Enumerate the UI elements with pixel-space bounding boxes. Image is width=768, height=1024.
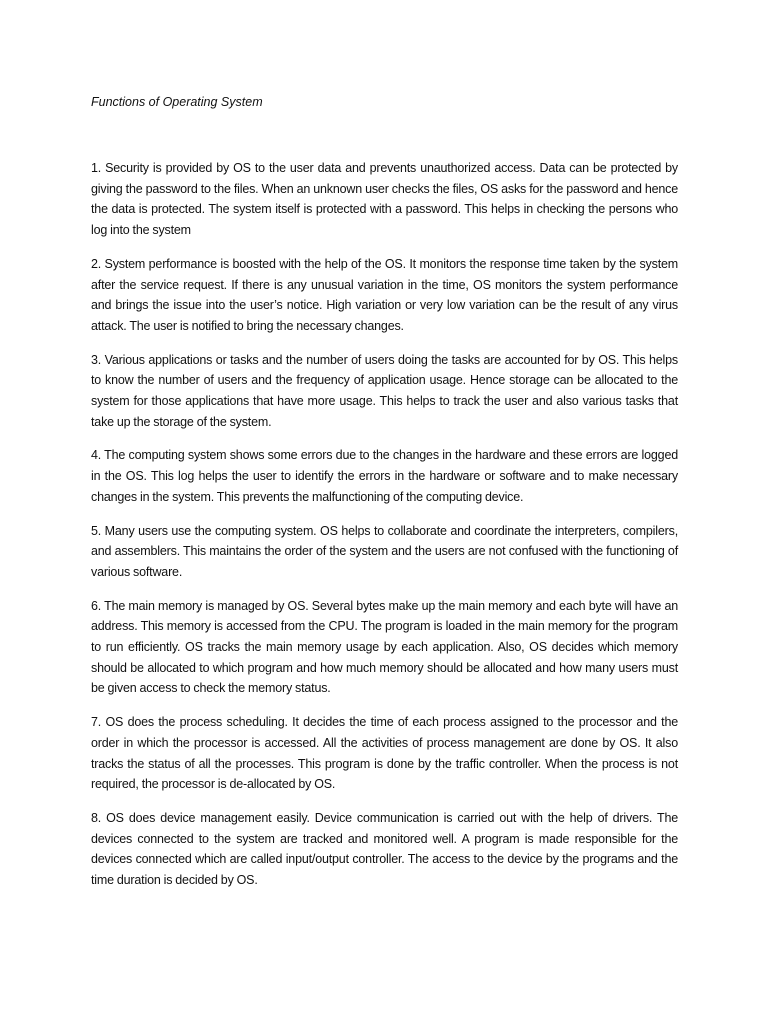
paragraph-8: 8. OS does device management easily. Device communication is carried out with the help of drivers. The devices connected to the system are tracked and monitored well. A program is made responsible for the devices connected which are called input/output controller. The access to the device by the programs and the time duration is decided by OS. bbox=[91, 810, 678, 888]
paragraph-2: 2. System performance is boosted with the help of the OS. It monitors the response time taken by the system after the service request. If there is any unusual variation in the time, OS monitors the system performance and brings the issue into the user’s notice. High variation or very low variation can be the result of any virus attack. The user is notified to bring the necessary changes. bbox=[91, 256, 678, 333]
paragraph-7: 7. OS does the process scheduling. It decides the time of each process assigned to the processor and the order in which the processor is accessed. All the activities of process management are done by OS. It also tracks the status of all the processes. This program is done by the traffic controller. When the process is not required, the processor is de-allocated by OS. bbox=[91, 715, 678, 792]
paragraph-1: 1. Security is provided by OS to the user data and prevents unauthorized access. Data can be protected by giving the password to the files. When an unknown user checks the files, OS asks for the password and hence the data is protected. The system itself is protected with a password. This helps in checking the persons who log into the system bbox=[91, 161, 678, 238]
document-title: Functions of Operating System bbox=[91, 95, 263, 109]
paragraph-4: 4. The computing system shows some errors due to the changes in the hardware and these errors are logged in the OS. This log helps the user to identify the errors in the hardware or software and to make necessary changes in the system. This prevents the malfunctioning of the computing device. bbox=[91, 448, 678, 504]
paragraph-6: 6. The main memory is managed by OS. Several bytes make up the main memory and each byte will have an address. This memory is accessed from the CPU. The program is loaded in the main memory for the program to run efficiently. OS tracks the main memory usage by each application. Also, OS decides which memory should be allocated to which program and how much memory should be allocated and how many users must be given access to check the memory status. bbox=[91, 598, 678, 696]
paragraph-5: 5. Many users use the computing system. OS helps to collaborate and coordinate the interpreters, compilers, and assemblers. This maintains the order of the system and the users are not confused with the functioning of various software. bbox=[91, 523, 678, 579]
paragraph-3: 3. Various applications or tasks and the number of users doing the tasks are accounted for by OS. This helps to know the number of users and the frequency of application usage. Hence storage can be allocated to the system for those applications that have more usage. This helps to track the user and also various tasks that take up the storage of the system. bbox=[91, 352, 678, 429]
document-body bbox=[91, 158, 678, 904]
